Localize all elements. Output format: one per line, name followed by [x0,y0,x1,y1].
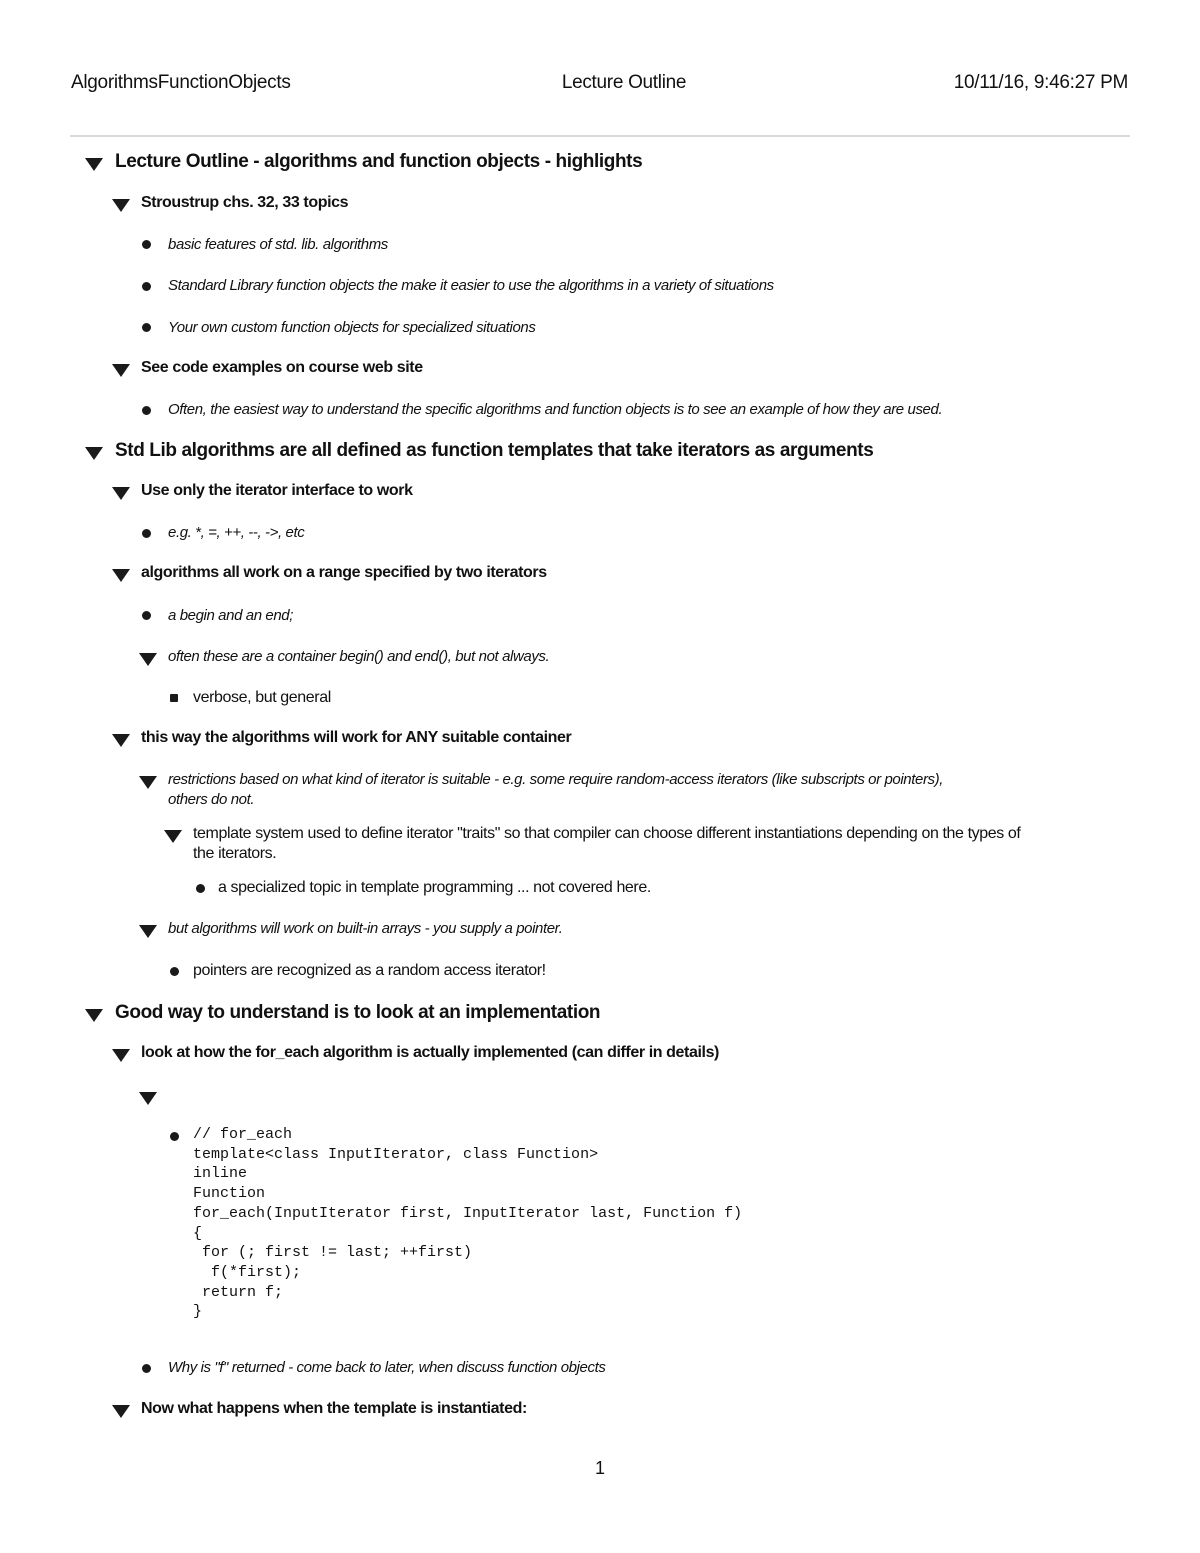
disclosure-triangle-icon[interactable] [139,653,157,666]
list-item: Why is "f" returned - come back to later, when discuss function objects [168,1359,606,1376]
section-heading: Good way to understand is to look at an implementation [115,1002,601,1023]
list-item: a specialized topic in template programming ... not covered here. [218,879,651,896]
bullet-icon [170,967,179,976]
subsection-heading: this way the algorithms will work for ANY suitable container [141,729,572,746]
section-heading: Lecture Outline - algorithms and function objects - highlights [115,151,643,172]
subsection-heading: algorithms all work on a range specified by two iterators [141,564,547,581]
bullet-square-icon [170,694,178,702]
disclosure-triangle-icon[interactable] [112,199,130,212]
subsection-heading: Use only the iterator interface to work [141,482,413,499]
list-item: template system used to define iterator "traits" so that compiler can choose different instantiations depending on the types of [193,825,1021,842]
bullet-icon [196,884,205,893]
list-item: pointers are recognized as a random access iterator! [193,962,546,979]
disclosure-triangle-icon[interactable] [85,447,103,460]
disclosure-triangle-icon[interactable] [112,1049,130,1062]
disclosure-triangle-icon[interactable] [139,1092,157,1105]
list-item: Standard Library function objects the make it easier to use the algorithms in a variety of situations [168,277,774,294]
disclosure-triangle-icon[interactable] [164,830,182,843]
page-number: 1 [594,1458,605,1478]
subsection-heading: Stroustrup chs. 32, 33 topics [141,194,349,211]
disclosure-triangle-icon[interactable] [139,925,157,938]
list-item: but algorithms will work on built-in arrays - you supply a pointer. [168,920,563,937]
list-item-continuation: the iterators. [193,845,277,862]
disclosure-triangle-icon[interactable] [139,776,157,789]
bullet-icon [142,529,151,538]
list-item: e.g. *, =, ++, --, ->, etc [168,524,305,541]
subsection-heading: look at how the for_each algorithm is actually implemented (can differ in details) [141,1044,719,1061]
disclosure-triangle-icon[interactable] [112,734,130,747]
bullet-icon [142,323,151,332]
doc-title: AlgorithmsFunctionObjects [71,72,291,93]
bullet-icon [142,611,151,620]
disclosure-triangle-icon[interactable] [112,569,130,582]
doc-timestamp: 10/11/16, 9:46:27 PM [953,72,1128,93]
list-item: restrictions based on what kind of iterator is suitable - e.g. some require random-access iterators (like subscripts or pointers), [168,771,944,788]
list-item: Your own custom function objects for specialized situations [168,319,536,336]
list-item: Often, the easiest way to understand the specific algorithms and function objects is to see an example of how they are used. [168,401,943,418]
bullet-icon [142,282,151,291]
doc-section: Lecture Outline [561,72,687,93]
bullet-icon [170,1132,179,1141]
code-block: // for_each template<class InputIterator, class Function> inline Function for_each(InputIterator first, InputIterator last, Function f) { for (; first != last; ++first) f(*first); return f; } [193,1126,743,1321]
list-item: basic features of std. lib. algorithms [168,236,388,253]
bullet-icon [142,240,151,249]
disclosure-triangle-icon[interactable] [112,487,130,500]
subsection-heading: See code examples on course web site [141,359,423,376]
disclosure-triangle-icon[interactable] [112,1405,130,1418]
list-item: verbose, but general [193,689,331,706]
list-item-continuation: others do not. [168,791,255,808]
disclosure-triangle-icon[interactable] [85,1009,103,1022]
bullet-icon [142,1364,151,1373]
header-divider [70,135,1130,137]
list-item: often these are a container begin() and end(), but not always. [168,648,550,665]
subsection-heading: Now what happens when the template is instantiated: [141,1400,527,1417]
disclosure-triangle-icon[interactable] [112,364,130,377]
list-item: a begin and an end; [168,607,294,624]
disclosure-triangle-icon[interactable] [85,158,103,171]
section-heading: Std Lib algorithms are all defined as function templates that take iterators as arguments [115,440,874,461]
bullet-icon [142,406,151,415]
